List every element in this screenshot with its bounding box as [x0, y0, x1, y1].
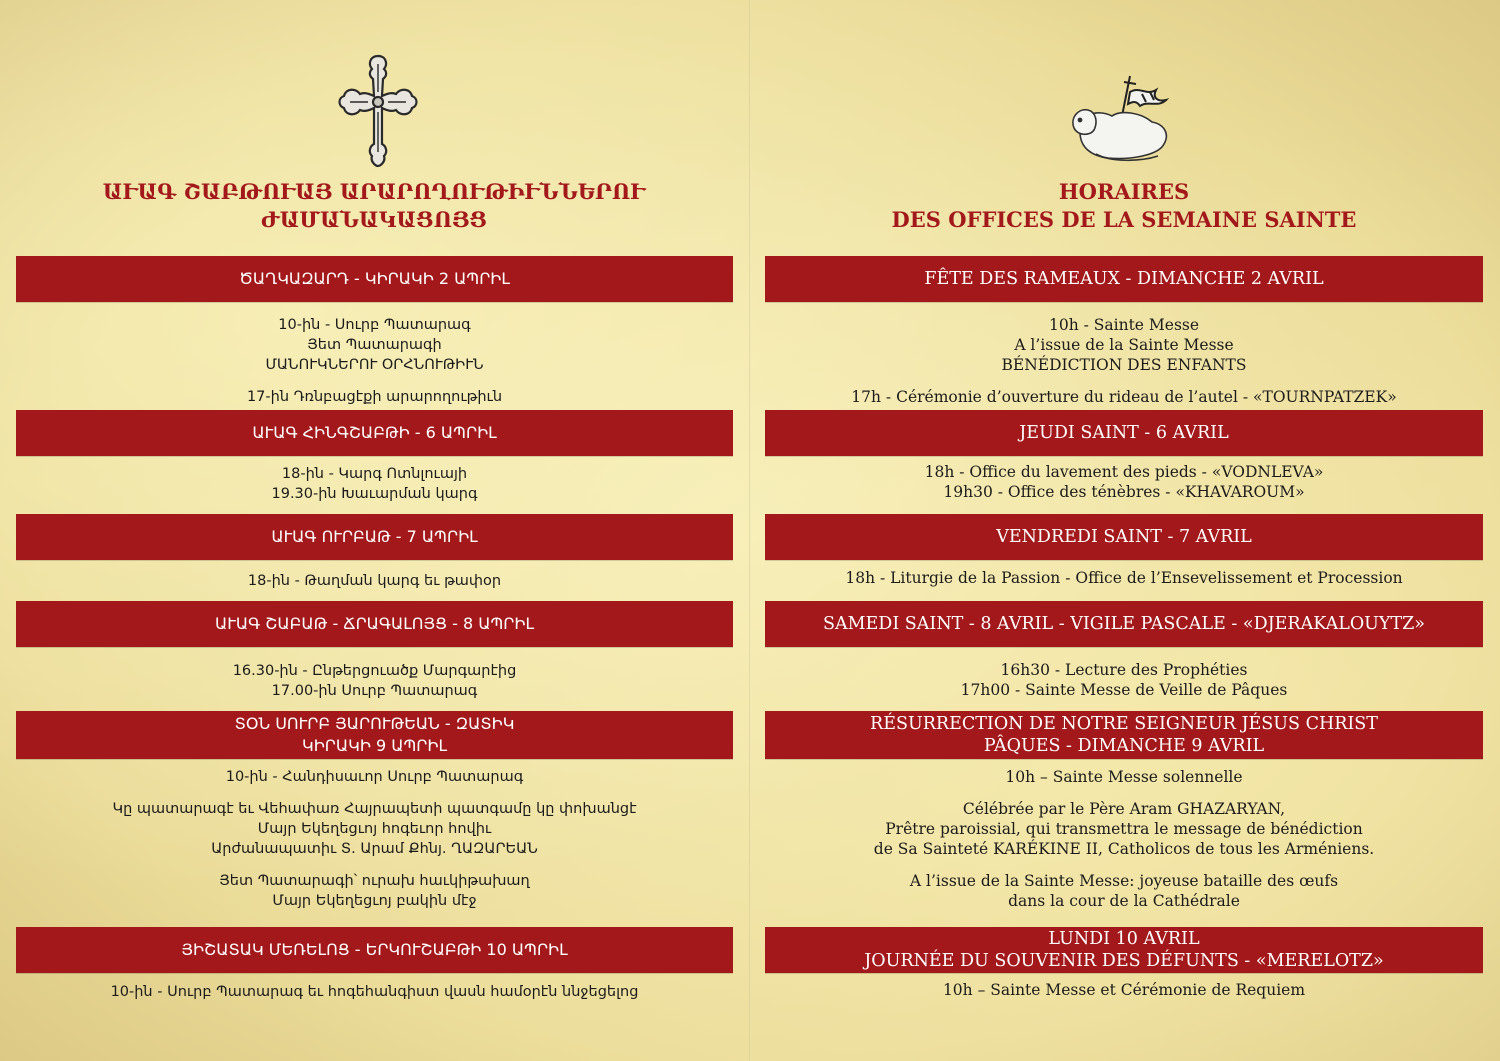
section-header: FÊTE DES RAMEAUX - DIMANCHE 2 AVRIL — [765, 256, 1483, 302]
service-list: 10-ին - Հանդիսաւոր Սուրբ Պատարագ Կը պատարագէ եւ Վեհափառ Հայրապետի պատգամը կը փոխանցէ Մայր Եկեղեցւոյ հոգեւոր հովիւ Արժանապատիւ Տ. Արամ Քհնյ. ՂԱԶԱՐԵԱՆ Յետ Պատարագի՝ ուրախ հաւկիթախաղ Մայր Եկեղեցւոյ բակին մէջ — [112, 769, 637, 909]
section-header: ԱՒԱԳ ՈՒՐԲԱԹ - 7 ԱՊՐԻԼ — [16, 514, 733, 560]
section-header: LUNDI 10 AVRIL JOURNÉE DU SOUVENIR DES DÉFUNTS - «MERELOTZ» — [765, 927, 1483, 973]
section-header: JEUDI SAINT - 6 AVRIL — [765, 410, 1483, 456]
service-list: 10h - Sainte Messe A l’issue de la Sainte Messe BÉNÉDICTION DES ENFANTS 17h - Cérémonie d’ouverture du rideau de l’autel - «TOURNPATZEK» — [851, 316, 1397, 406]
center-fold — [749, 0, 751, 1061]
service-list: 18h - Liturgie de la Passion - Office de l’Ensevelissement et Procession — [845, 569, 1403, 587]
armenian-cross-icon — [332, 52, 424, 170]
section-header: ՅԻՇԱՏԱԿ ՄԵՌԵԼՈՑ - ԵՐԿՈՒՇԱԲԹԻ 10 ԱՊՐԻԼ — [16, 927, 733, 973]
service-list: 18-ին - Թաղման կարգ եւ թափօր — [247, 573, 502, 589]
page-title-armenian: ԱՒԱԳ ՇԱԲԹՈՒԱՅ ԱՐԱՐՈՂՈՒԹԻՒՆՆԵՐՈՒ ԺԱՄԱՆԱԿԱՑՈՅՑ — [102, 179, 646, 232]
service-list: 16h30 - Lecture des Prophéties 17h00 - Sainte Messe de Veille de Pâques — [960, 661, 1288, 699]
section-header: ՏՕՆ ՍՈՒՐԲ ՅԱՐՈՒԹԵԱՆ - ԶԱՏԻԿ ԿԻՐԱԿԻ 9 ԱՊՐԻԼ — [16, 711, 733, 759]
section-header: VENDREDI SAINT - 7 AVRIL — [765, 514, 1483, 560]
page-title-french: HORAIRES DES OFFICES DE LA SEMAINE SAINTE — [891, 179, 1357, 232]
service-list: 16.30-ին - Ընթերցուածք Մարգարէից 17.00-ին Սուրբ Պատարագ — [232, 663, 517, 699]
service-list: 18-ին - Կարգ Ոտնլուայի 19.30-ին Խաւարման կարգ — [271, 466, 478, 502]
section-header: ԾԱՂԿԱԶԱՐԴ - ԿԻՐԱԿԻ 2 ԱՊՐԻԼ — [16, 256, 733, 302]
section-header: ԱՒԱԳ ՇԱԲԱԹ - ՃՐԱԳԱԼՈՅՑ - 8 ԱՊՐԻԼ — [16, 601, 733, 647]
service-list: 18h - Office du lavement des pieds - «VODNLEVA» 19h30 - Office des ténèbres - «KHAVAROUM» — [924, 463, 1324, 501]
service-list: 10h – Sainte Messe solennelle Célébrée par le Père Aram GHAZARYAN, Prêtre paroissial, qui transmettra le message de bénédiction de Sa Sainteté KARÉKINE II, Catholicos de tous les Arméniens. A l’issue de la Sainte Messe: joyeuse bataille des œufs dans la cour de la Cathédrale — [873, 768, 1375, 910]
service-list: 10h – Sainte Messe et Cérémonie de Requiem — [942, 981, 1306, 999]
lamb-of-god-icon — [1066, 70, 1178, 168]
section-header: ԱՒԱԳ ՀԻՆԳՇԱԲԹԻ - 6 ԱՊՐԻԼ — [16, 410, 733, 456]
section-header: RÉSURRECTION DE NOTRE SEIGNEUR JÉSUS CHRIST PÂQUES - DIMANCHE 9 AVRIL — [765, 711, 1483, 759]
service-list: 10-ին - Սուրբ Պատարագ Յետ Պատարագի ՄԱՆՈՒԿՆԵՐՈՒ ՕՐՀՆՈՒԹԻՒՆ 17-ին Դռնբացէքի արարողութիւն — [246, 317, 503, 405]
section-header: SAMEDI SAINT - 8 AVRIL - VIGILE PASCALE - «DJERAKALOUYTZ» — [765, 601, 1483, 647]
service-list: 10-ին - Սուրբ Պատարագ եւ հոգեհանգիստ վասն համօրէն ննջեցելոց — [110, 984, 639, 1000]
